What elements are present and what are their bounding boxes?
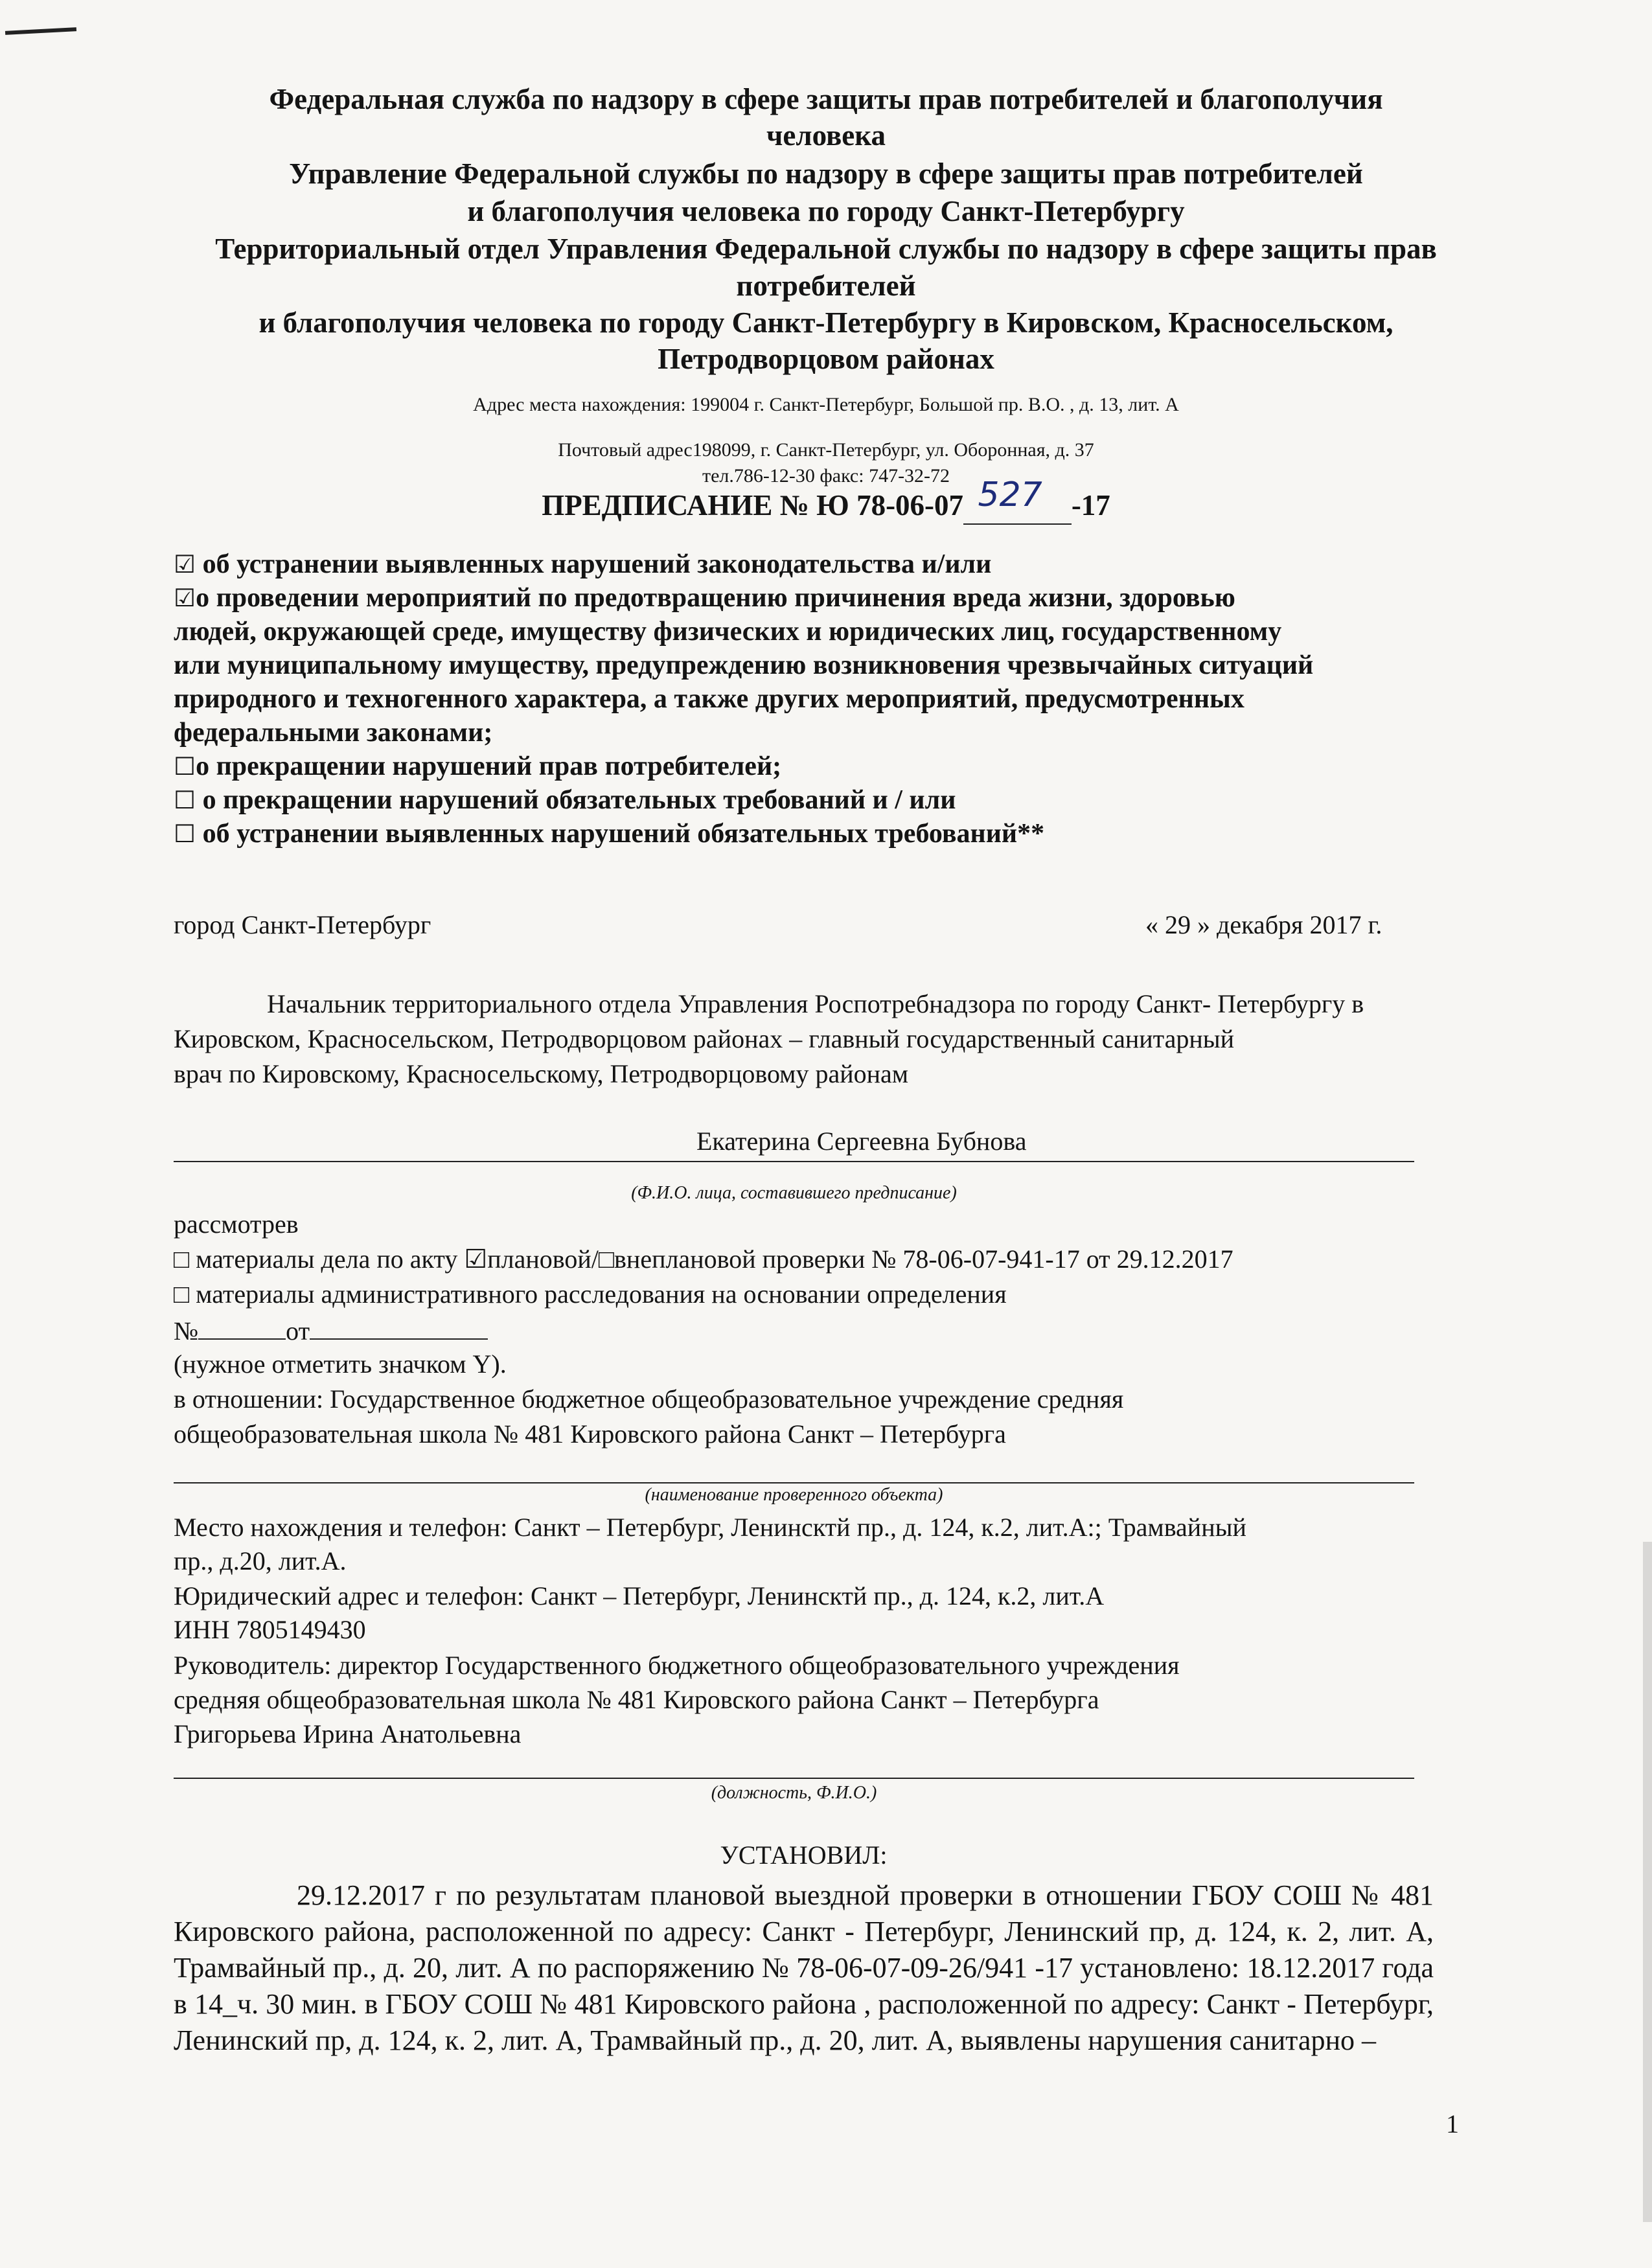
number-blank — [198, 1312, 286, 1340]
name-caption: (Ф.И.О. лица, составившего предписание) — [631, 1183, 957, 1203]
definition-number-row: № от — [174, 1312, 488, 1348]
checkbox-checked-icon: ☑ — [174, 584, 196, 612]
head-caption: (должность, Ф.И.О.) — [711, 1783, 877, 1803]
subject-line-1: в отношении: Государственное бюджетное общеобразовательное учреждение средняя — [174, 1384, 1124, 1414]
official-line-2: Кировском, Красносельском, Петродворцовом районах – главный государственный санитарный — [174, 1024, 1235, 1053]
header-line-5: Территориальный отдел Управления Федеральной службы по надзору в сфере защиты прав — [215, 233, 1437, 265]
official-line-3: врач по Кировскому, Красносельскому, Петродворцовому районам — [174, 1059, 909, 1088]
considered-label: рассмотрев — [174, 1209, 299, 1239]
check-item-continuation: людей, окружающей среде, имуществу физических и юридических лиц, государственному — [174, 617, 1282, 647]
checkbox-checked-icon: ☑ — [174, 550, 196, 578]
location-address: Адрес места нахождения: 199004 г. Санкт-Петербург, Большой пр. В.О. , д. 13, лит. А — [473, 394, 1179, 415]
header-line-8: Петродворцовом районах — [658, 343, 994, 375]
signature-rule — [174, 1161, 1414, 1162]
checkbox-empty-icon: ☐ — [174, 819, 196, 848]
considered-option-1: □ материалы дела по акту ☑плановой/□внеплановой проверки № 78-06-07-941-17 от 29.12.2017 — [174, 1244, 1233, 1274]
official-name: Екатерина Сергеевна Бубнова — [696, 1127, 1027, 1156]
date-blank — [310, 1312, 488, 1340]
object-caption: (наименование проверенного объекта) — [645, 1485, 943, 1505]
considered-option-2: □ материалы административного расследования на основании определения — [174, 1279, 1007, 1309]
header-line-7: и благополучия человека по городу Санкт-Петербургу в Кировском, Красносельском, — [258, 306, 1394, 339]
number-blank — [963, 475, 1072, 525]
check-item-continuation: федеральными законами; — [174, 718, 493, 748]
established-paragraph: 29.12.2017 г по результатам плановой выездной проверки в отношении ГБОУ СОШ № 481 Кировского района, расположенной по адресу: Санкт - Петербург, Ленинский пр, д. 124, к. 2, лит. А, Трамвайный пр., д. 20, лит. А по распоряжению № 78-06-07-09-26/941 -17 установлено: 18.12.2017 года в 14_ч. 30 мин. в ГБОУ СОШ № 481 Кировского района , расположенной по адресу: Санкт - Петербург, Ленинский пр, д. 124, к. 2, лит. А, Трамвайный пр., д. 20, лит. А, выявлены нарушения санитарно – — [174, 1879, 1434, 2056]
check-item: ☑ об устранении выявленных нарушений законодательства и/или — [174, 549, 992, 579]
head-rule — [174, 1778, 1414, 1779]
scan-mark — [5, 27, 76, 35]
header-line-2: человека — [766, 119, 886, 152]
check-item: ☐ об устранении выявленных нарушений обязательных требований** — [174, 819, 1045, 849]
title-prefix: ПРЕДПИСАНИЕ № Ю 78-06-07 — [542, 489, 964, 521]
header-line-3: Управление Федеральной службы по надзору в сфере защиты прав потребителей — [289, 157, 1363, 190]
date: « 29 » декабря 2017 г. — [1145, 910, 1382, 939]
inn: ИНН 7805149430 — [174, 1615, 366, 1644]
city: город Санкт-Петербург — [174, 910, 431, 939]
check-item-continuation: или муниципальному имуществу, предупреждению возникновения чрезвычайных ситуаций — [174, 650, 1314, 680]
head-line-3: Григорьева Ирина Анатольевна — [174, 1719, 522, 1748]
head-line-1: Руководитель: директор Государственного бюджетного общеобразовательного учреждения — [174, 1651, 1180, 1680]
handwritten-number: 527 — [978, 475, 1042, 514]
subject-line-2: общеобразовательная школа № 481 Кировского района Санкт – Петербурга — [174, 1419, 1006, 1449]
phone-fax: тел.786-12-30 факс: 747-32-72 — [702, 465, 950, 487]
page-edge-shadow — [1643, 1542, 1652, 2222]
check-item: ☐о прекращении нарушений прав потребителей; — [174, 751, 782, 781]
location-line-1: Место нахождения и телефон: Санкт – Петербург, Ленинсктй пр., д. 124, к.2, лит.А:; Трамвайный — [174, 1513, 1246, 1542]
head-line-2: средняя общеобразовательная школа № 481 Кировского района Санкт – Петербурга — [174, 1685, 1099, 1714]
check-item: ☑о проведении мероприятий по предотвращению причинения вреда жизни, здоровью — [174, 583, 1235, 613]
header-line-4: и благополучия человека по городу Санкт-Петербургу — [467, 195, 1185, 227]
postal-address: Почтовый адрес198099, г. Санкт-Петербург, ул. Оборонная, д. 37 — [558, 439, 1094, 461]
location-line-2: пр., д.20, лит.А. — [174, 1546, 347, 1575]
legal-address: Юридический адрес и телефон: Санкт – Петербург, Ленинсктй пр., д. 124, к.2, лит.А — [174, 1581, 1105, 1610]
established-heading: УСТАНОВИЛ: — [720, 1840, 888, 1870]
title-suffix: -17 — [1071, 489, 1110, 521]
header-line-1: Федеральная служба по надзору в сфере защиты прав потребителей и благополучия — [269, 83, 1383, 115]
header-line-6: потребителей — [736, 269, 916, 302]
check-item-continuation: природного и техногенного характера, а также других мероприятий, предусмотренных — [174, 684, 1245, 714]
check-item: ☐ о прекращении нарушений обязательных требований и / или — [174, 785, 956, 815]
checkbox-empty-icon: ☐ — [174, 752, 196, 781]
official-line-1: Начальник территориального отдела Управления Роспотребнадзора по городу Санкт- Петербургу в — [267, 989, 1364, 1018]
page-number: 1 — [1446, 2109, 1459, 2138]
purpose-checklist — [174, 547, 1437, 851]
object-rule — [174, 1482, 1414, 1483]
checkbox-empty-icon: ☐ — [174, 786, 196, 814]
mark-note: (нужное отметить значком Y). — [174, 1349, 507, 1379]
